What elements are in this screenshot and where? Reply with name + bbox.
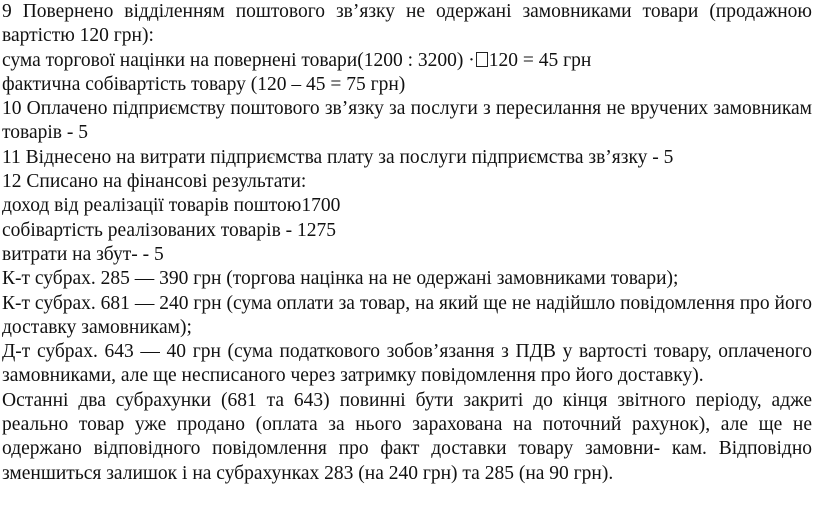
subaccount-dt-643: Д-т субрах. 643 — 40 грн (сума податкового зобов’язання з ПДВ у вартості товару, оплаченого замовниками, але ще несписаного через затримку повідомлення про його доставку). bbox=[2, 341, 812, 387]
item-12-cost: собівартість реалізованих товарів - 1275 bbox=[2, 219, 337, 241]
item-12-heading: 12 Списано на фінансові результати: bbox=[2, 171, 307, 193]
item-9-markup-result: 120 = 45 грн bbox=[488, 49, 592, 71]
item-12-sales-expenses: витрати на збут- - 5 bbox=[2, 243, 164, 265]
item-9-heading: 9 Повернено відділенням поштового зв’язку не одержані замовниками товари (продажною вартістю 120 грн): bbox=[2, 1, 812, 47]
item-9-markup-line bbox=[2, 49, 812, 73]
conclusion-paragraph: Останні два субрахунки (681 та 643) повинні бути закриті до кінця звітного періоду, адже реально товар уже продано (оплата за нього зарахована на поточний рахунок), але ще не одержано відповідного повідомлення про факт доставки товару замовни- кам. Відповідно зменшиться залишок і на субрахунках 283 (на 240 грн) та 285 (на 90 грн). bbox=[2, 389, 812, 484]
subaccount-kt-285: К-т субрах. 285 — 390 грн (торгова націнка на не одержані замовниками товари); bbox=[2, 268, 679, 290]
item-9-markup-text: сума торгової націнки на повернені товари(1200 : 3200) · bbox=[2, 49, 475, 71]
subaccount-kt-681: К-т субрах. 681 — 240 грн (сума оплати за товар, на який ще не надійшло повідомлення про його доставку замовникам); bbox=[2, 292, 812, 338]
missing-glyph-icon bbox=[476, 52, 488, 67]
item-9-actual-cost: фактична собівартість товару (120 – 45 = 75 грн) bbox=[2, 73, 406, 95]
document-body bbox=[2, 0, 812, 486]
item-12-income: доход від реалізації товарів поштою1700 bbox=[2, 195, 341, 217]
item-10: 10 Оплачено підприємству поштового зв’язку за послуги з пересилання не вручених замовникам товарів - 5 bbox=[2, 98, 812, 144]
item-11: 11 Віднесено на витрати підприємства плату за послуги підприємства зв’язку - 5 bbox=[2, 146, 674, 168]
